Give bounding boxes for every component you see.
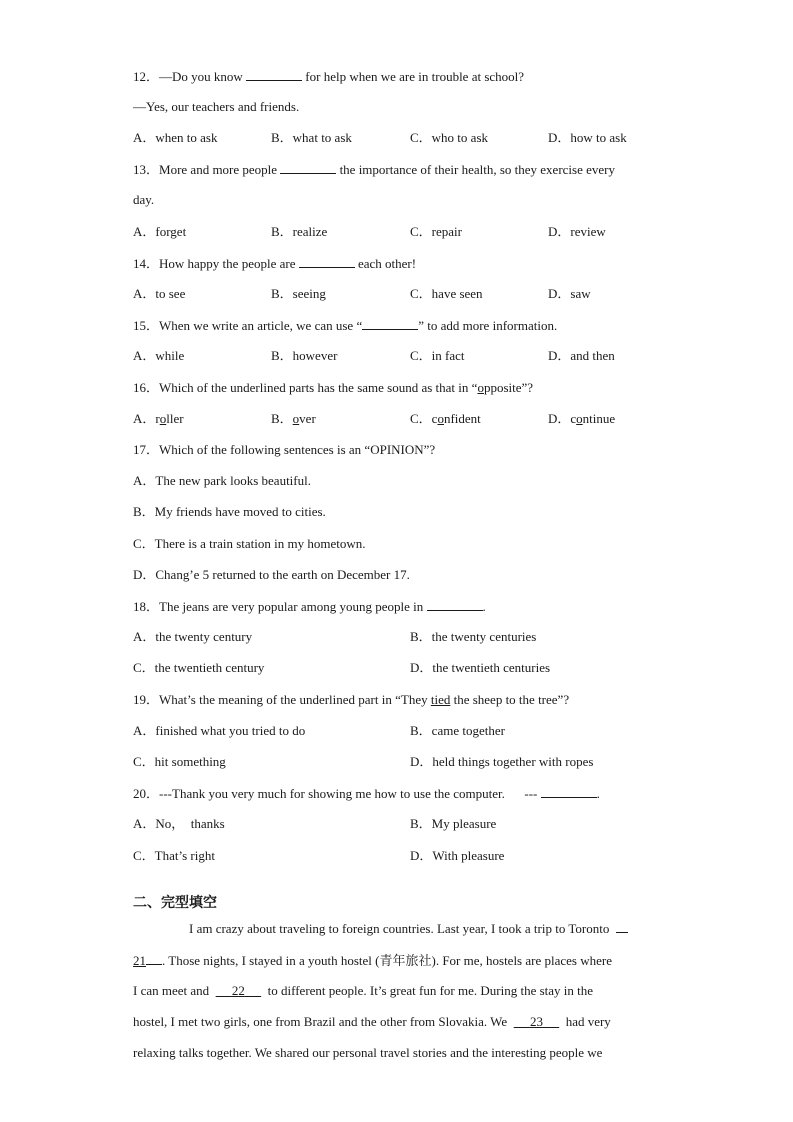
question-number: 15． xyxy=(133,318,160,333)
option-a: A．finished what you tried to do xyxy=(133,723,306,738)
question-13 xyxy=(133,160,615,179)
option-b: B．seeing xyxy=(271,286,326,301)
option-d: D．how to ask xyxy=(548,130,627,145)
cloze-line: 21 . Those nights, I stayed in a youth hostel (青年旅社). For me, hostels are places where xyxy=(133,953,612,968)
question-12 xyxy=(133,67,524,86)
option-d: D．and then xyxy=(548,348,615,363)
question-text: Which of the underlined parts has the same sound as that in “ xyxy=(159,380,478,395)
option-d: D．continue xyxy=(548,411,616,426)
question-12-answer-line: —Yes, our teachers and friends. xyxy=(133,99,300,114)
cloze-blank xyxy=(146,951,162,965)
option-c: C．who to ask xyxy=(410,130,489,145)
option-c: C．hit something xyxy=(133,754,226,769)
option-b: B．the twenty centuries xyxy=(410,629,537,644)
blank-number-22: 22 xyxy=(231,983,245,998)
answer-blank xyxy=(246,67,302,81)
question-text: ” to add more information. xyxy=(418,318,558,333)
question-17 xyxy=(133,441,435,459)
option-c: C．confident xyxy=(410,411,481,426)
question-text: More and more people xyxy=(159,162,281,177)
option-a: A．to see xyxy=(133,286,186,301)
option-a: A．while xyxy=(133,348,185,363)
question-text: pposite”? xyxy=(483,380,534,395)
question-text: ---Thank you very much for showing me how to use the computer. --- xyxy=(159,786,541,801)
option-c: C．have seen xyxy=(410,286,483,301)
question-number: 13． xyxy=(133,162,160,177)
option-b: B．My friends have moved to cities. xyxy=(133,504,326,519)
answer-blank xyxy=(362,316,418,330)
question-number: 12． xyxy=(133,69,160,84)
option-b: B．what to ask xyxy=(271,130,352,145)
option-c: C．There is a train station in my hometown. xyxy=(133,536,366,551)
option-a: A．roller xyxy=(133,411,184,426)
question-20 xyxy=(133,784,600,803)
option-b: B．over xyxy=(271,411,316,426)
question-18 xyxy=(133,597,486,616)
underlined-part: tied xyxy=(430,692,451,707)
option-b: B．My pleasure xyxy=(410,816,497,831)
blank-number-23: 23 xyxy=(529,1014,543,1029)
question-text: How happy the people are xyxy=(159,256,299,271)
question-13-continuation: day. xyxy=(133,192,155,207)
option-d: D．With pleasure xyxy=(410,848,505,863)
question-text: The jeans are very popular among young people in xyxy=(159,599,427,614)
question-text: the importance of their health, so they exercise every xyxy=(336,162,615,177)
question-number: 17． xyxy=(133,442,160,457)
option-a: A．when to ask xyxy=(133,130,218,145)
option-d: D．Chang’e 5 returned to the earth on December 17. xyxy=(133,567,410,582)
option-c: C．the twentieth century xyxy=(133,660,265,675)
option-d: D．review xyxy=(548,224,606,239)
question-text: Which of the following sentences is an “OPINION”? xyxy=(159,442,436,457)
option-d: D．held things together with ropes xyxy=(410,754,594,769)
question-19 xyxy=(133,691,569,709)
answer-blank xyxy=(280,160,336,174)
question-text: for help when we are in trouble at school? xyxy=(302,69,525,84)
question-text: . xyxy=(596,786,600,801)
question-text: What’s the meaning of the underlined part in “They xyxy=(159,692,431,707)
question-text: the sheep to the tree”? xyxy=(450,692,570,707)
answer-blank xyxy=(299,254,355,268)
option-d: D．saw xyxy=(548,286,591,301)
question-number: 20． xyxy=(133,786,160,801)
cloze-line: hostel, I met two girls, one from Brazil and the other from Slovakia. We 23 had very xyxy=(133,1014,611,1029)
option-c: C．in fact xyxy=(410,348,465,363)
option-d: D．the twentieth centuries xyxy=(410,660,551,675)
question-number: 14． xyxy=(133,256,160,271)
blank-number-21: 21 xyxy=(133,953,146,968)
question-text: When we write an article, we can use “ xyxy=(159,318,363,333)
question-14 xyxy=(133,254,416,273)
option-c: C．repair xyxy=(410,224,462,239)
question-number: 19． xyxy=(133,692,160,707)
cloze-line: I can meet and 22 to different people. It’s great fun for me. During the stay in the xyxy=(133,983,594,998)
cloze-line: I am crazy about traveling to foreign countries. Last year, I took a trip to Toronto xyxy=(189,919,628,938)
cloze-line: relaxing talks together. We shared our personal travel stories and the interesting people we xyxy=(133,1045,603,1060)
question-15 xyxy=(133,316,557,335)
section-title: 二、完型填空 xyxy=(133,895,217,911)
question-number: 16． xyxy=(133,380,160,395)
question-text: each other! xyxy=(354,256,417,271)
option-a: A．The new park looks beautiful. xyxy=(133,473,311,488)
option-b: B．however xyxy=(271,348,338,363)
option-b: B．came together xyxy=(410,723,505,738)
option-b: B．realize xyxy=(271,224,328,239)
question-text: —Do you know xyxy=(159,69,247,84)
cloze-blank xyxy=(616,919,628,933)
option-c: C．That’s right xyxy=(133,848,215,863)
answer-blank xyxy=(541,784,597,798)
question-text: . xyxy=(482,599,486,614)
question-16 xyxy=(133,379,533,397)
underlined-part: o xyxy=(477,380,484,395)
option-a: A．the twenty century xyxy=(133,629,253,644)
option-a: A．No， thanks xyxy=(133,816,225,831)
answer-blank xyxy=(427,597,483,611)
option-a: A．forget xyxy=(133,224,187,239)
question-number: 18． xyxy=(133,599,160,614)
